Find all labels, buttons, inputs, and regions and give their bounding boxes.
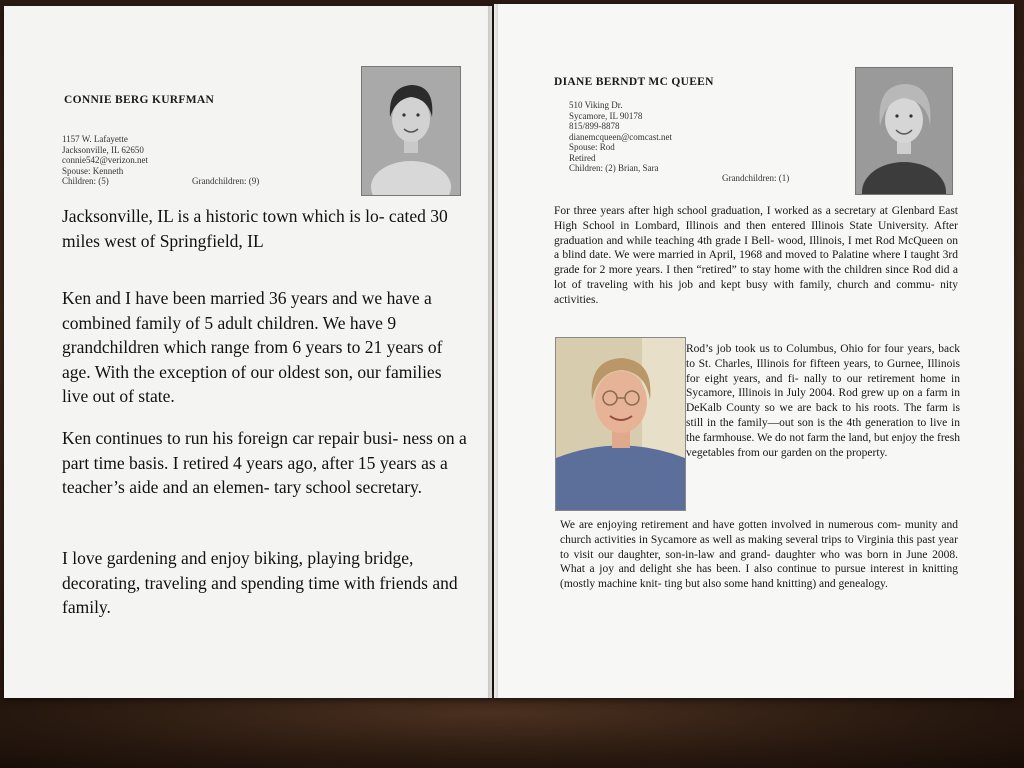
recent-color-photo <box>555 337 686 511</box>
paragraph: Jacksonville, IL is a historic town which is lo- cated 30 miles west of Springfield, IL <box>62 206 448 251</box>
contact-info <box>569 100 672 174</box>
paragraph: For three years after high school graduation, I worked as a secretary at Glenbard East High School in Lombard, Illinois and then entered Illinois State University. After graduation and while teaching 4th grade I Bell- wood, Illinois, I met Rod McQueen on a blind date. We were married in April, 1968 and moved to Palatine where I taught 3rd grade for 2 more years. I then “retired” to stay home with the children since Rod did a lot of traveling with his job and kept busy with family, church and commu- nity activities. <box>554 205 958 306</box>
spouse-line: Spouse: Kenneth <box>62 165 124 176</box>
address-line: Sycamore, IL 90178 <box>569 110 643 121</box>
table-surface <box>0 690 1024 768</box>
paragraph: Ken continues to run his foreign car repair busi- ness on a part time basis. I retired 4 years ago, after 15 years as a teacher’s aide and an elemen- tary school secretary. <box>62 428 467 497</box>
email-line: connie542@verizon.net <box>62 155 149 165</box>
contact-info <box>62 134 148 187</box>
paragraph: We are enjoying retirement and have gotten involved in numerous com- munity and church activities in Sycamore as well as making several trips to Virginia this past year to visit our daughter, son-in-law and grand- daughter who was born in June 2008. What a joy and delight she has been. I also continue to pursue interest in knitting (mostly machine knit- ting but also some hand knitting) and genealogy. <box>560 519 958 591</box>
paragraph: I love gardening and enjoy biking, playing bridge, decorating, traveling and spending time with friends and family. <box>62 548 458 617</box>
portrait-illustration <box>556 338 685 510</box>
grandchildren-count: Grandchildren: (9) <box>192 176 260 186</box>
children-line: Children: (2) Brian, Sara <box>569 163 659 173</box>
paragraph: Ken and I have been married 36 years and we have a combined family of 5 adult children. We have 9 grandchildren which range from 6 years to 21 years of age. With the exception of our oldest son, our families live out of state. <box>62 288 443 406</box>
yearbook-portrait-photo <box>361 66 461 196</box>
left-page <box>4 6 492 698</box>
email-line: dianemcqueen@comcast.net <box>569 131 672 142</box>
address-line: 510 Viking Dr. <box>569 100 623 110</box>
person-name: DIANE BERNDT MC QUEEN <box>554 76 714 88</box>
page-fold <box>488 4 498 700</box>
portrait-illustration <box>362 67 460 195</box>
yearbook-portrait-photo <box>855 67 953 195</box>
status-line: Retired <box>569 152 596 163</box>
paragraph: Rod’s job took us to Columbus, Ohio for four years, back to St. Charles, Illinois for fifteen years, to Gurnee, Illinois for eight years, and fi- nally to our retirement home in Sycamore, Illinois in July 2004. Rod grew up on a farm in DeKalb County so we are back to his roots. The farm is still in the family—out son is the 4th generation to live in the farmhouse. We do not farm the land, but enjoy the fresh vegetables from our garden on the property. <box>686 343 960 459</box>
address-line: 1157 W. Lafayette <box>62 134 128 144</box>
address-line: Jacksonville, IL 62650 <box>62 144 144 155</box>
right-page <box>494 4 1014 698</box>
grandchildren-count: Grandchildren: (1) <box>722 173 790 183</box>
portrait-illustration <box>856 68 952 194</box>
children-line: Children: (5) <box>62 176 109 186</box>
spouse-line: Spouse: Rod <box>569 142 615 152</box>
phone-line: 815/899-8878 <box>569 121 620 131</box>
person-name: CONNIE BERG KURFMAN <box>64 94 215 106</box>
